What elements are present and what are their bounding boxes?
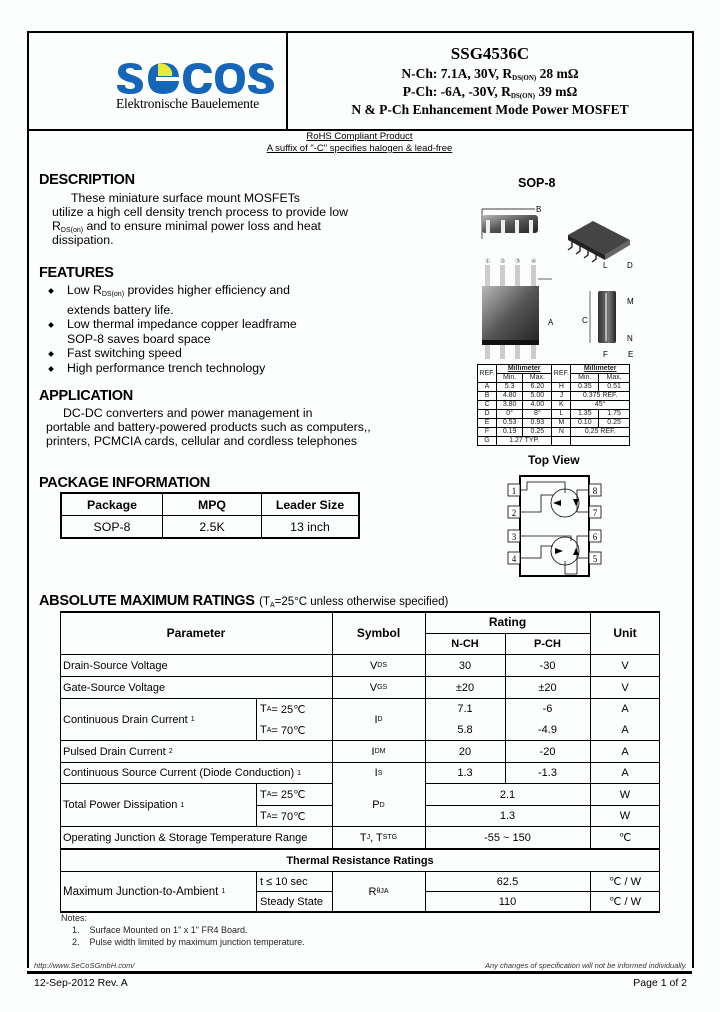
secos-logo — [114, 60, 274, 96]
svg-text:7: 7 — [592, 508, 598, 518]
footer-page: Page 1 of 2 — [633, 977, 687, 989]
part-number: SSG4536C — [450, 44, 530, 63]
col-package: Package — [61, 493, 163, 516]
table-row: F 0.19 0.25 N 0.25 REF. — [478, 428, 630, 437]
col-pch: P-CH — [534, 637, 561, 650]
svg-text:C: C — [582, 316, 588, 325]
footer-url[interactable]: http://www.SeCoSGmbH.com/ — [34, 961, 135, 970]
svg-text:5: 5 — [592, 554, 598, 564]
svg-text:③: ③ — [515, 259, 521, 265]
svg-text:3: 3 — [511, 532, 517, 542]
description-line-3: $R_{DS(on)}$ and to ensure minimal power loss and heat — [52, 219, 321, 234]
application-line-2: portable and battery-powered products such as computers,, — [46, 420, 371, 434]
top-view-schematic — [505, 471, 605, 583]
svg-text:8: 8 — [592, 486, 598, 496]
features-list — [46, 283, 297, 376]
package-info-heading: PACKAGE INFORMATION — [39, 475, 210, 491]
svg-text:②: ② — [500, 259, 506, 265]
svg-text:L: L — [603, 261, 608, 270]
description-line-2: utilize a high cell density trench process to provide low — [52, 205, 348, 219]
col-mpq: MPQ — [163, 493, 262, 516]
svg-text:4: 4 — [511, 554, 517, 564]
svg-text:B: B — [536, 205, 542, 214]
sop8-title: SOP-8 — [518, 176, 556, 190]
description-line-4: dissipation. — [52, 233, 114, 247]
rohs-line-2: A suffix of "-C" specifies halogen & lead-free — [266, 143, 453, 154]
svg-text:④: ④ — [531, 259, 537, 265]
note-2: 2. Pulse width limited by maximum junction temperature. — [72, 937, 305, 947]
footer-date-rev: 12-Sep-2012 Rev. A — [34, 977, 128, 989]
table-row: A 5.3 6.20 H 0.35 0.51 — [478, 383, 630, 392]
col-nch: N-CH — [451, 637, 479, 650]
pch-spec: P-Ch: -6A, -30V, $R_{DS(ON)}$ 39 mΩ — [402, 84, 578, 100]
table-row: SOP-8 2.5K 13 inch — [61, 516, 359, 539]
top-view-title: Top View — [528, 453, 580, 467]
col-unit: Unit — [613, 626, 637, 640]
feature-item: Low $R_{DS(on)}$ provides higher efficiency and extends battery life. — [46, 283, 297, 317]
col-parameter: Parameter — [166, 626, 226, 640]
thermal-heading: Thermal Resistance Ratings — [286, 854, 434, 867]
footer-disclaimer: Any changes of specification will not be informed individually. — [484, 961, 687, 970]
package-info-table — [60, 492, 360, 539]
features-heading: FEATURES — [39, 265, 114, 281]
feature-item: High performance trench technology — [46, 361, 297, 376]
logo-subtitle: Elektronische Bauelemente — [116, 96, 260, 111]
ratings-table: Parameter Symbol Rating N-CH P-CH Unit Drain-Source Voltage V DS 30 -30 V Gate-Source Voltage V GS ±20 ±20 V Continuous Drain Current 1 T A = 25℃ T A = 70℃ I D 7.1 -6 A 5.8 -4.9 A Pulsed Drain Current 2 I DM 20 -20 A Continuous Source Current (Diode Conduction) 1 I S 1.3 -1.3 A Total Power Dissipation 1 T A = 25℃ T A = 70℃ P D 2.1 W 1.3 W Operating Junction & Storage Temperature Range T J , T STG -55 ~ 150 ℃ Thermal Resistance Ratings Maximum Junction-to-Ambient 1 t ≤ 10 sec Steady State R θJA 62.5 ℃ / W 110 ℃ / W — [60, 611, 660, 913]
table-row: G 1.27 TYP. — [478, 437, 630, 446]
svg-text:F: F — [603, 350, 608, 359]
svg-text:N: N — [627, 334, 633, 343]
svg-text:E: E — [628, 350, 634, 359]
footer-rule — [27, 971, 692, 974]
col-symbol: Symbol — [356, 626, 401, 640]
description-heading: DESCRIPTION — [39, 172, 135, 188]
col-rating: Rating — [488, 615, 527, 629]
svg-text:2: 2 — [511, 508, 517, 518]
device-description: N & P-Ch Enhancement Mode Power MOSFET — [351, 102, 629, 117]
sop8-package-drawing — [460, 195, 660, 360]
svg-text:1: 1 — [511, 486, 517, 496]
svg-text:M: M — [627, 297, 634, 306]
table-row: D 0° 8° L 1.35 1.75 — [478, 410, 630, 419]
description-line-1: These miniature surface mount MOSFETs — [71, 191, 300, 205]
application-line-1: DC-DC converters and power management in — [63, 406, 313, 420]
table-row: E 0.53 0.93 M 0.10 0.25 — [478, 419, 630, 428]
note-1: 1. Surface Mounted on 1" x 1" FR4 Board. — [72, 925, 248, 935]
svg-text:D: D — [627, 261, 633, 270]
application-heading: APPLICATION — [39, 388, 133, 404]
notes-title: Notes: — [61, 913, 88, 923]
svg-text:A: A — [548, 318, 554, 327]
rohs-line-1: RoHS Compliant Product — [306, 131, 413, 142]
svg-text:①: ① — [485, 259, 491, 265]
feature-item: Fast switching speed — [46, 346, 297, 361]
table-row: B 4.80 5.00 J 0.375 REF. — [478, 392, 630, 401]
dimension-table: REF. Millimeter REF. Millimeter Min. Max. Min. Max. A 5.3 6.20 H 0.35 0.51 B 4.80 5.00 J 0.375 REF. C 3.80 4.00 K 45° D 0° 8° L 1.35 1.75 E 0.53 0.93 M 0.10 0.25 F 0.19 0.25 N 0.25 REF. G 1.27 TYP. — [477, 364, 630, 446]
table-row: C 3.80 4.00 K 45° — [478, 401, 630, 410]
application-line-3: printers, PCMCIA cards, cellular and cordless telephones — [46, 434, 357, 448]
col-leader-size: Leader Size — [262, 493, 360, 516]
nch-spec: N-Ch: 7.1A, 30V, $R_{DS(ON)}$ 28 mΩ — [401, 66, 579, 82]
svg-text:6: 6 — [592, 532, 598, 542]
ratings-heading-line: ABSOLUTE MAXIMUM RATINGS ($T_A=25^\circ C$ unless otherwise specified) — [39, 593, 449, 609]
feature-item: Low thermal impedance copper leadframe SOP-8 saves board space — [46, 317, 297, 346]
